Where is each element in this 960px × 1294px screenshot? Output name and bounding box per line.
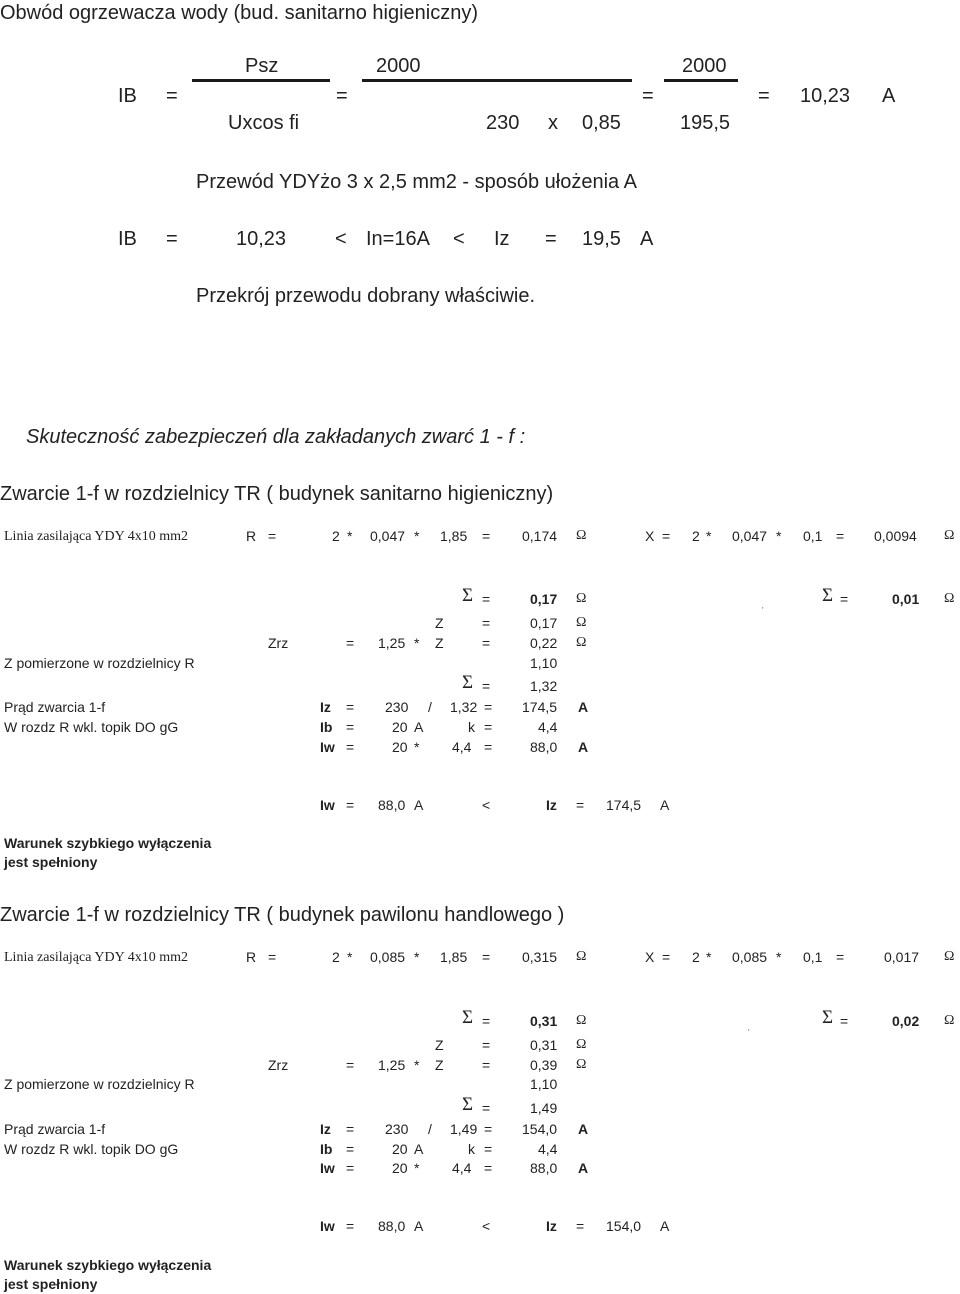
cmp-v1: 88,0: [378, 797, 406, 813]
zrz-op: *: [414, 635, 420, 651]
sum-r-eq: =: [482, 591, 491, 607]
ib-au: A: [414, 1141, 424, 1157]
formula-den-1955: 195,5: [680, 112, 731, 134]
r-op2: *: [414, 528, 420, 544]
sigma-symbol: Σ: [462, 672, 474, 693]
ib-value: 4,4: [538, 719, 558, 735]
z-eq: =: [482, 615, 491, 631]
r-unit: Ω: [576, 949, 587, 964]
r-f1: 2: [332, 528, 340, 544]
condition-text-1: Warunek szybkiego wyłączenia: [4, 835, 212, 851]
zrz-k: 1,25: [378, 635, 406, 651]
check-unit: A: [640, 228, 654, 250]
x-op2: *: [776, 528, 782, 544]
check-v2: 19,5: [582, 228, 621, 250]
sum-r-value: 0,31: [530, 1013, 558, 1029]
zrz-op: *: [414, 1057, 420, 1073]
zrz-eq-2: =: [482, 635, 491, 651]
iz-a: 230: [385, 1121, 409, 1137]
ib-eq: =: [346, 1141, 355, 1157]
zrz-eq: =: [346, 635, 355, 651]
zrz-value: 0,39: [530, 1057, 558, 1073]
formula-uxcos: Uxcos fi: [228, 112, 300, 134]
iz-op: /: [428, 1121, 432, 1137]
iz-sym: Iz: [320, 699, 331, 715]
r-op2: *: [414, 949, 420, 965]
cmp-u1: A: [414, 1218, 424, 1234]
check-lt-2: <: [453, 228, 465, 250]
x-unit: Ω: [944, 528, 955, 543]
iw-op: *: [414, 739, 420, 755]
ib-eq-2: =: [484, 719, 493, 735]
sum-x-eq: =: [840, 591, 849, 607]
x-eq: =: [662, 949, 671, 965]
r-label: R: [246, 528, 257, 544]
iz-eq-2: =: [484, 699, 493, 715]
cmp-lt: <: [482, 1218, 491, 1234]
iw-a: 20: [392, 1160, 408, 1176]
zrz-z: Z: [435, 1057, 444, 1073]
iz-value: 174,5: [522, 699, 558, 715]
cmp-lt: <: [482, 797, 491, 813]
formula-ib: IB: [118, 85, 137, 107]
sigma-symbol: Σ: [462, 1094, 474, 1115]
sigma-symbol: Σ: [462, 1007, 474, 1028]
condition-text-1: Warunek szybkiego wyłączenia: [4, 1257, 212, 1273]
iz-b: 1,49: [450, 1121, 478, 1137]
fraction-line-3: [664, 79, 738, 82]
cmp-u2: A: [660, 1218, 670, 1234]
zrz-eq-2: =: [482, 1057, 491, 1073]
formula-eq-3: =: [642, 85, 654, 107]
r-f2: 0,047: [370, 528, 406, 544]
sum-r-unit: Ω: [576, 1013, 587, 1028]
sum-r-value: 0,17: [530, 591, 558, 607]
cmp-v2: 154,0: [606, 1218, 642, 1234]
check-ib: IB: [118, 228, 137, 250]
ib-k: k: [468, 1141, 475, 1157]
check-eq-2: =: [545, 228, 557, 250]
iz-row-label: Prąd zwarcia 1-f: [4, 1121, 106, 1137]
formula-den-085: 0,85: [582, 112, 621, 134]
check-iz: Iz: [494, 228, 510, 250]
check-in: In=16A: [366, 228, 430, 250]
iz-a: 230: [385, 699, 409, 715]
ib-a: 20: [392, 719, 408, 735]
block-title: Zwarcie 1-f w rozdzielnicy TR ( budynek sanitarno higieniczny): [0, 483, 554, 505]
r-f3: 1,85: [440, 949, 468, 965]
sum-x-unit: Ω: [944, 1013, 955, 1028]
ib-row-label: W rozdz R wkl. topik DO gG: [4, 1141, 179, 1157]
iz-value: 154,0: [522, 1121, 558, 1137]
x-op1: *: [706, 528, 712, 544]
iw-value: 88,0: [530, 739, 558, 755]
iw-unit: A: [578, 739, 589, 755]
line-label: Linia zasilająca YDY 4x10 mm2: [4, 950, 189, 965]
iw-b: 4,4: [452, 739, 472, 755]
z-value: 0,31: [530, 1037, 558, 1053]
zpom-label: Z pomierzone w rozdzielnicy R: [4, 1076, 195, 1092]
x-f2: 0,047: [732, 528, 768, 544]
ib-sym: Ib: [320, 1141, 333, 1157]
iw-eq: =: [346, 1160, 355, 1176]
ib-row-label: W rozdz R wkl. topik DO gG: [4, 719, 179, 735]
zrz-label: Zrz: [268, 1057, 289, 1073]
block-title: Zwarcie 1-f w rozdzielnicy TR ( budynek pawilonu handlowego ): [0, 904, 565, 926]
x-f3: 0,1: [803, 528, 823, 544]
cmp-eq-2: =: [576, 797, 585, 813]
r-label: R: [246, 949, 257, 965]
iz-sym: Iz: [320, 1121, 331, 1137]
ib-eq-2: =: [484, 1141, 493, 1157]
x-label: X: [645, 949, 655, 965]
cmp-u2: A: [660, 797, 670, 813]
iw-a: 20: [392, 739, 408, 755]
sigma-symbol: Σ: [822, 585, 834, 606]
x-f2: 0,085: [732, 949, 768, 965]
iz-eq: =: [346, 699, 355, 715]
iw-value: 88,0: [530, 1160, 558, 1176]
r-unit: Ω: [576, 528, 587, 543]
ib-eq: =: [346, 719, 355, 735]
condition-text-2: jest spełniony: [4, 854, 98, 870]
cmp-v1: 88,0: [378, 1218, 406, 1234]
iz-unit: A: [578, 1121, 589, 1137]
x-f3: 0,1: [803, 949, 823, 965]
sum-r-unit: Ω: [576, 591, 587, 606]
ib-au: A: [414, 719, 424, 735]
z-label: Z: [435, 615, 444, 631]
sum-x-value: 0,01: [892, 591, 920, 607]
sum-x-eq: =: [840, 1013, 849, 1029]
iw-unit: A: [578, 1160, 589, 1176]
zrz-unit: Ω: [576, 635, 587, 650]
page-heading: Obwód ogrzewacza wody (bud. sanitarno higieniczny): [0, 2, 479, 24]
formula-eq-4: =: [758, 85, 770, 107]
line-label: Linia zasilająca YDY 4x10 mm2: [4, 529, 189, 544]
iz-eq-2: =: [484, 1121, 493, 1137]
formula-eq-2: =: [336, 85, 348, 107]
fraction-line-1: [192, 79, 330, 82]
r-f2: 0,085: [370, 949, 406, 965]
iz-row-label: Prąd zwarcia 1-f: [4, 699, 106, 715]
zrz-value: 0,22: [530, 635, 558, 651]
formula-num-2000-b: 2000: [682, 55, 727, 77]
sum2-eq: =: [482, 1100, 491, 1116]
x-value: 0,017: [884, 949, 920, 965]
x-eq-2: =: [836, 528, 845, 544]
iw-eq-2: =: [484, 739, 493, 755]
iz-b: 1,32: [450, 699, 478, 715]
x-label: X: [645, 528, 655, 544]
ib-a: 20: [392, 1141, 408, 1157]
formula-eq-1: =: [166, 85, 178, 107]
z-label: Z: [435, 1037, 444, 1053]
r-op1: *: [347, 528, 353, 544]
formula-num-2000-a: 2000: [376, 55, 421, 77]
formula-unit: A: [882, 85, 896, 107]
z-eq: =: [482, 1037, 491, 1053]
r-f1: 2: [332, 949, 340, 965]
iz-eq: =: [346, 1121, 355, 1137]
iw-eq: =: [346, 739, 355, 755]
formula-result: 10,23: [800, 85, 851, 107]
r-value: 0,315: [522, 949, 558, 965]
r-eq: =: [268, 528, 277, 544]
zrz-z: Z: [435, 635, 444, 651]
formula-psz: Psz: [245, 55, 279, 77]
sum-x-unit: Ω: [944, 591, 955, 606]
zrz-k: 1,25: [378, 1057, 406, 1073]
iz-op: /: [428, 699, 432, 715]
x-eq: =: [662, 528, 671, 544]
section-title: Skuteczność zabezpieczeń dla zakładanych zwarć 1 - f :: [26, 426, 526, 448]
sigma-symbol: Σ: [822, 1007, 834, 1028]
x-eq-2: =: [836, 949, 845, 965]
r-eq-2: =: [482, 528, 491, 544]
ib-sym: Ib: [320, 719, 333, 735]
zrz-unit: Ω: [576, 1057, 587, 1072]
cmp-iz: Iz: [546, 1218, 557, 1234]
cmp-eq: =: [346, 797, 355, 813]
x-f1: 2: [692, 949, 700, 965]
cmp-eq-2: =: [576, 1218, 585, 1234]
cable-spec: Przewód YDYżo 3 x 2,5 mm2 - sposób ułożenia A: [196, 171, 637, 193]
zpom-label: Z pomierzone w rozdzielnicy R: [4, 655, 195, 671]
r-f3: 1,85: [440, 528, 468, 544]
cmp-eq: =: [346, 1218, 355, 1234]
sum-x-value: 0,02: [892, 1013, 920, 1029]
iw-sym: Iw: [320, 1160, 335, 1176]
condition-text-2: jest spełniony: [4, 1276, 98, 1292]
ib-value: 4,4: [538, 1141, 558, 1157]
z-unit: Ω: [576, 1037, 587, 1052]
cmp-iz: Iz: [546, 797, 557, 813]
formula-den-230: 230: [486, 112, 520, 134]
formula-den-x: x: [548, 112, 558, 134]
x-f1: 2: [692, 528, 700, 544]
x-op1: *: [706, 949, 712, 965]
check-lt-1: <: [335, 228, 347, 250]
sum2-value: 1,49: [530, 1100, 558, 1116]
cmp-iw: Iw: [320, 797, 335, 813]
r-eq: =: [268, 949, 277, 965]
sigma-symbol: Σ: [462, 585, 474, 606]
zpom-value: 1,10: [530, 655, 558, 671]
conclusion-text: Przekrój przewodu dobrany właściwie.: [196, 285, 536, 307]
zrz-label: Zrz: [268, 635, 289, 651]
cmp-iw: Iw: [320, 1218, 335, 1234]
check-eq: =: [166, 228, 178, 250]
cmp-v2: 174,5: [606, 797, 642, 813]
cmp-u1: A: [414, 797, 424, 813]
iw-op: *: [414, 1160, 420, 1176]
iw-eq-2: =: [484, 1160, 493, 1176]
sum-r-eq: =: [482, 1013, 491, 1029]
iw-b: 4,4: [452, 1160, 472, 1176]
r-value: 0,174: [522, 528, 558, 544]
zrz-eq: =: [346, 1057, 355, 1073]
x-value: 0,0094: [874, 528, 917, 544]
zpom-value: 1,10: [530, 1076, 558, 1092]
ib-k: k: [468, 719, 475, 735]
r-op1: *: [347, 949, 353, 965]
sum2-value: 1,32: [530, 678, 558, 694]
iw-sym: Iw: [320, 739, 335, 755]
iz-unit: A: [578, 699, 589, 715]
sum2-eq: =: [482, 678, 491, 694]
fraction-line-2: [362, 79, 632, 82]
z-unit: Ω: [576, 615, 587, 630]
r-eq-2: =: [482, 949, 491, 965]
check-v1: 10,23: [236, 228, 287, 250]
x-op2: *: [776, 949, 782, 965]
z-value: 0,17: [530, 615, 558, 631]
x-unit: Ω: [944, 949, 955, 964]
